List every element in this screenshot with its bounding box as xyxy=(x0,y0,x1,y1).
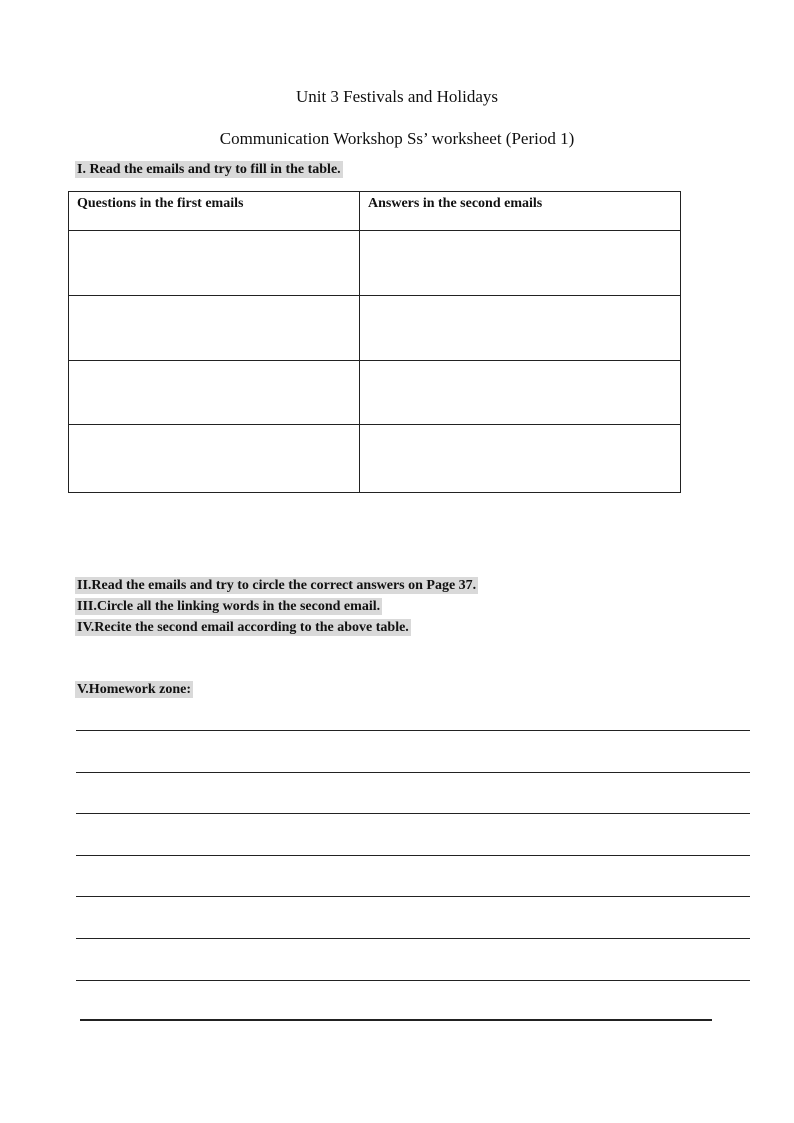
homework-writing-line[interactable] xyxy=(76,896,750,897)
section-4-instruction: IV.Recite the second email according to the above table. xyxy=(77,620,409,635)
table-header-row xyxy=(69,192,681,231)
section-1-instruction: I. Read the emails and try to fill in the table. xyxy=(77,162,341,177)
homework-writing-line[interactable] xyxy=(76,772,750,773)
answer-cell[interactable] xyxy=(360,425,681,493)
section-3-instruction: III.Circle all the linking words in the second email. xyxy=(77,599,381,614)
homework-writing-line[interactable] xyxy=(76,730,750,731)
homework-writing-line[interactable] xyxy=(76,855,750,856)
homework-zone-heading: V.Homework zone: xyxy=(77,682,192,697)
answers-column-header: Answers in the second emails xyxy=(360,192,681,231)
question-cell[interactable] xyxy=(69,231,360,296)
table-row xyxy=(69,231,681,296)
table-row xyxy=(69,425,681,493)
worksheet-title: Unit 3 Festivals and Holidays xyxy=(295,87,499,106)
homework-writing-line[interactable] xyxy=(76,813,750,814)
answer-cell[interactable] xyxy=(360,296,681,361)
homework-writing-line[interactable] xyxy=(76,938,750,939)
questions-column-header: Questions in the first emails xyxy=(69,192,360,231)
question-cell[interactable] xyxy=(69,296,360,361)
section-2-instruction: II.Read the emails and try to circle the correct answers on Page 37. xyxy=(77,578,477,593)
question-cell[interactable] xyxy=(69,425,360,493)
qa-table xyxy=(68,191,681,493)
worksheet-subtitle: Communication Workshop Ss’ worksheet (Period 1) xyxy=(219,129,575,148)
question-cell[interactable] xyxy=(69,361,360,425)
answer-cell[interactable] xyxy=(360,231,681,296)
table-row xyxy=(69,296,681,361)
homework-writing-line[interactable] xyxy=(76,980,750,981)
answer-cell[interactable] xyxy=(360,361,681,425)
homework-writing-line[interactable] xyxy=(80,1019,712,1021)
table-row xyxy=(69,361,681,425)
